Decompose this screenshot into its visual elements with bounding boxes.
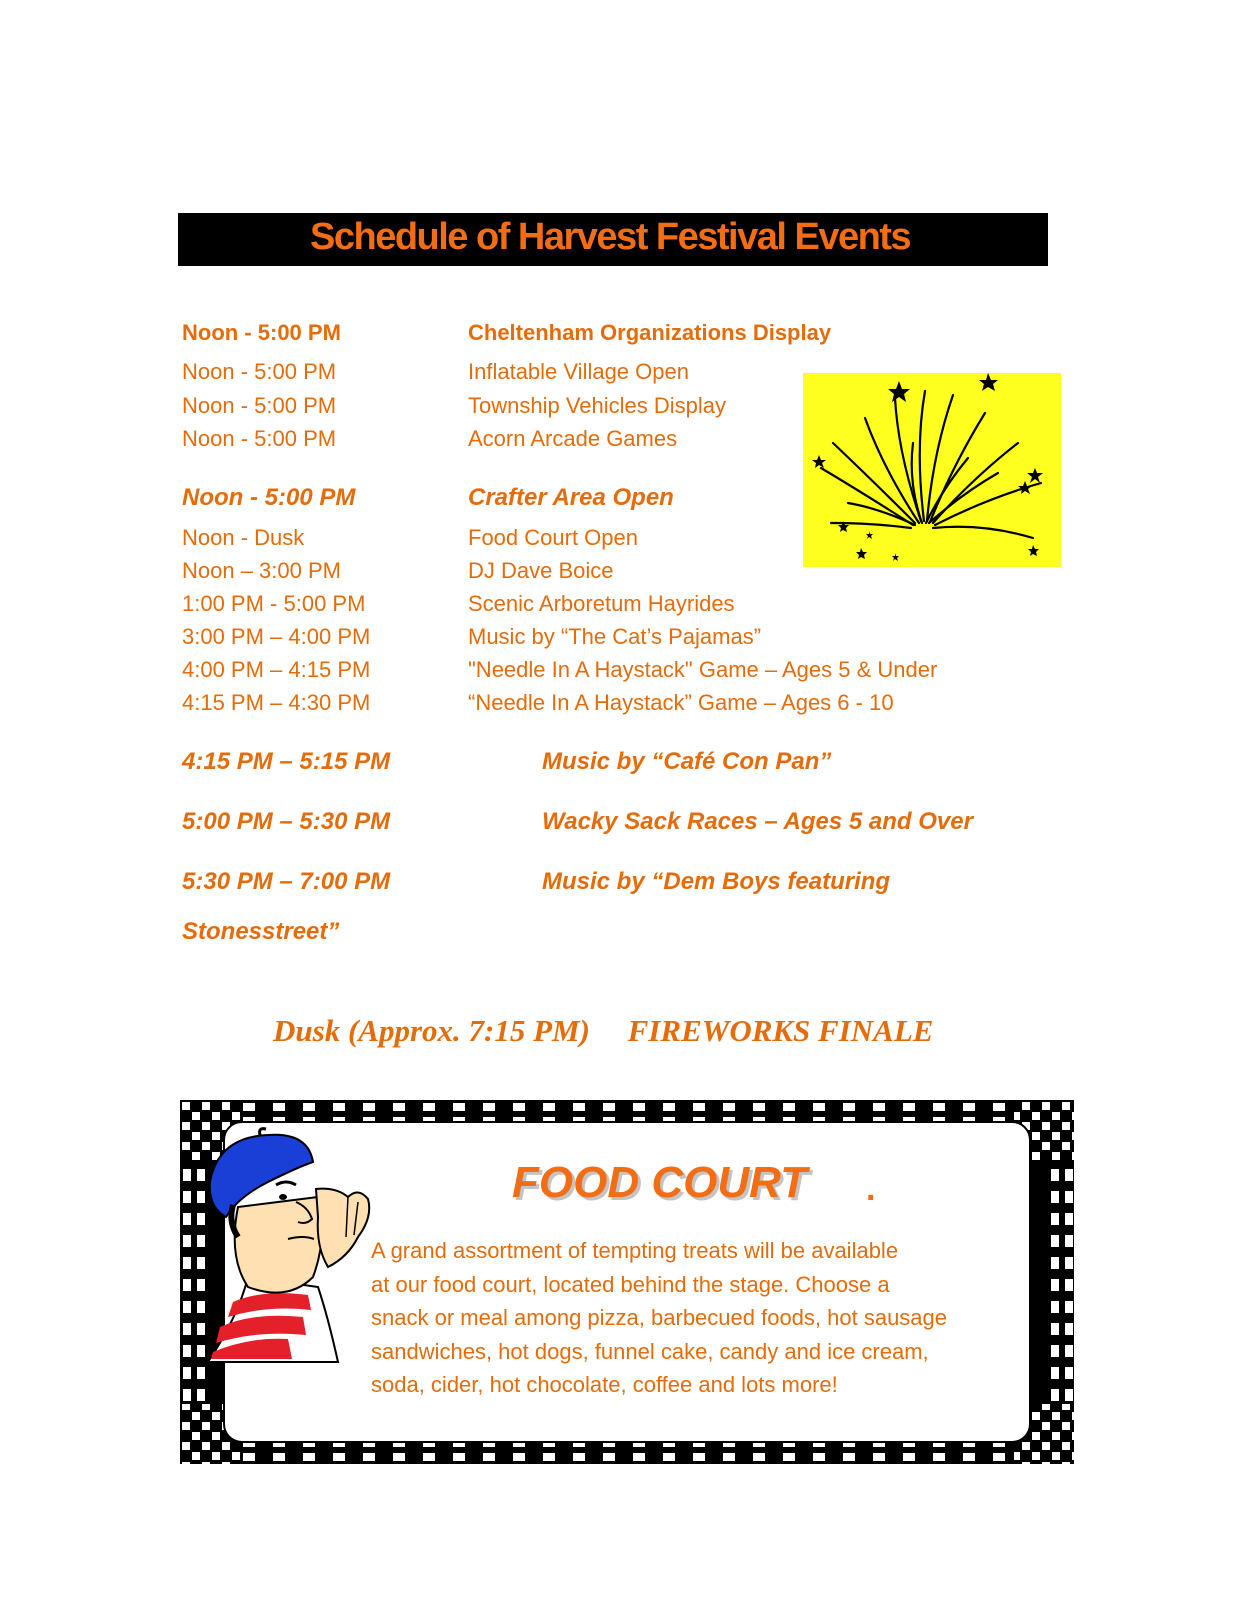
schedule-time: Noon - Dusk: [182, 525, 305, 550]
food-court-line: snack or meal among pizza, barbecued foods, hot sausage: [371, 1305, 948, 1330]
food-court-line: soda, cider, hot chocolate, coffee and lots more!: [371, 1372, 838, 1397]
fireworks-icon: [803, 373, 1061, 567]
schedule-time: Noon - 5:00 PM: [182, 426, 337, 451]
schedule-event: Wacky Sack Races – Ages 5 and Over: [542, 808, 973, 835]
schedule-time: 3:00 PM – 4:00 PM: [182, 624, 371, 649]
food-court-title: FOOD COURT: [512, 1158, 807, 1207]
finale-event: FIREWORKS FINALE: [627, 1013, 934, 1048]
schedule-event: Music by “The Cat’s Pajamas”: [468, 624, 762, 649]
food-court-dot: .: [866, 1170, 876, 1208]
schedule-event: Food Court Open: [468, 525, 638, 550]
food-court-line: A grand assortment of tempting treats will be available: [371, 1238, 899, 1263]
schedule-time: 4:15 PM – 4:30 PM: [182, 690, 371, 715]
schedule-time: Noon - 5:00 PM: [182, 320, 341, 345]
schedule-time: Noon - 5:00 PM: [182, 393, 337, 418]
food-court-line: at our food court, located behind the stage. Choose a: [371, 1271, 890, 1297]
schedule-event: "Needle In A Haystack" Game – Ages 5 & Under: [468, 657, 938, 682]
title-bar: [178, 213, 1048, 266]
schedule-event-continuation: Stonesstreet”: [182, 918, 340, 945]
schedule-time: 4:00 PM – 4:15 PM: [182, 657, 371, 682]
schedule-time: 5:00 PM – 5:30 PM: [182, 808, 391, 835]
schedule-event: Scenic Arboretum Hayrides: [468, 591, 735, 616]
schedule-time: Noon – 3:00 PM: [182, 558, 341, 583]
schedule-event: Acorn Arcade Games: [468, 426, 678, 451]
page-title: Schedule of Harvest Festival Events: [310, 216, 911, 258]
food-court-line: sandwiches, hot dogs, funnel cake, candy and ice cream,: [371, 1338, 929, 1364]
schedule-event: Township Vehicles Display: [468, 393, 727, 418]
schedule-event: Crafter Area Open: [468, 484, 674, 511]
schedule-event: “Needle In A Haystack” Game – Ages 6 - 10: [468, 690, 894, 715]
schedule-event: DJ Dave Boice: [468, 558, 614, 583]
food-court-description: [371, 1234, 1051, 1402]
schedule-time: 5:30 PM – 7:00 PM: [182, 868, 391, 895]
schedule-time: 1:00 PM - 5:00 PM: [182, 591, 366, 616]
mime-chef-icon: [208, 1127, 386, 1363]
schedule-time: 4:15 PM – 5:15 PM: [182, 748, 391, 775]
schedule-event: Music by “Café Con Pan”: [542, 748, 832, 775]
fireworks-finale: [273, 1013, 933, 1049]
finale-time: Dusk (Approx. 7:15 PM): [273, 1013, 590, 1048]
schedule-event: Inflatable Village Open: [468, 359, 689, 384]
schedule-event: Cheltenham Organizations Display: [468, 320, 832, 345]
schedule-event: Music by “Dem Boys featuring: [542, 868, 891, 895]
schedule-time: Noon - 5:00 PM: [182, 484, 356, 511]
schedule-time: Noon - 5:00 PM: [182, 359, 337, 384]
